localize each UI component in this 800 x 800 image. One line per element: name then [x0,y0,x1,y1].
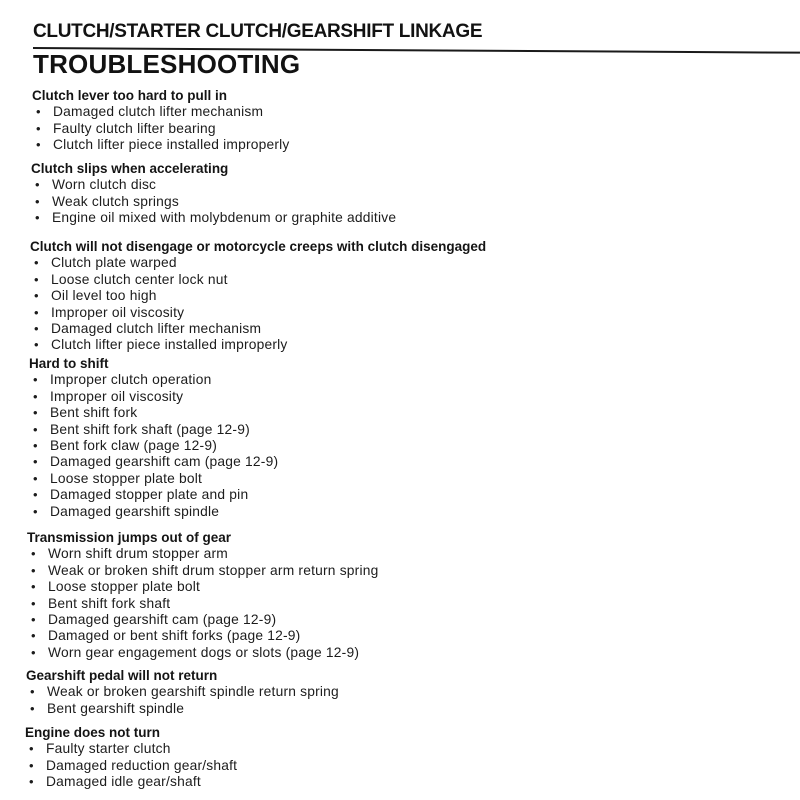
list-item [30,337,590,353]
list-item [31,177,591,193]
item-text: Faulty starter clutch [46,741,171,757]
bullet-icon: • [34,321,39,337]
item-text: Damaged clutch lifter mechanism [53,104,264,120]
item-text: Weak clutch springs [52,193,180,209]
list-item [31,210,591,226]
bullet-icon: • [33,454,38,470]
list-item [30,272,590,288]
group-heading: Engine does not turn [25,725,160,740]
troubleshooting-group [32,88,592,154]
group-heading: Gearshift pedal will not return [26,668,218,683]
bullet-icon: • [31,579,36,595]
item-text: Bent shift fork [50,405,138,421]
item-text: Bent shift fork shaft [48,595,171,611]
bullet-icon: • [34,337,39,353]
list-item [25,758,585,774]
bullet-icon: • [33,487,38,503]
bullet-icon: • [31,562,36,578]
list-item [29,405,589,421]
list-item [29,422,589,438]
bullet-icon: • [34,288,39,304]
list-item [25,741,585,757]
item-text: Damaged gearshift cam (page 12-9) [50,454,279,470]
item-text: Weak or broken gearshift spindle return spring [47,684,339,700]
list-item [30,321,590,337]
bullet-icon: • [33,388,38,404]
troubleshooting-group [30,239,590,354]
bullet-icon: • [35,193,40,209]
list-item [29,487,589,503]
item-list [26,684,586,717]
item-text: Faulty clutch lifter bearing [53,120,216,136]
bullet-icon: • [33,470,38,486]
bullet-icon: • [30,684,35,700]
item-text: Worn gear engagement dogs or slots (page 12-9) [48,644,360,660]
item-text: Weak or broken shift drum stopper arm return spring [48,562,379,578]
item-text: Clutch lifter piece installed improperly [53,137,290,153]
list-item [27,546,587,562]
list-item [27,596,587,612]
troubleshooting-group [29,356,589,520]
bullet-icon: • [31,628,36,644]
list-item [30,255,590,271]
item-text: Oil level too high [51,288,157,304]
item-text: Improper oil viscosity [51,304,185,320]
item-text: Damaged gearshift cam (page 12-9) [48,612,277,628]
item-text: Improper oil viscosity [50,388,184,404]
item-text: Bent gearshift spindle [47,700,185,716]
bullet-icon: • [31,644,36,660]
list-item [31,194,591,210]
item-list [31,177,591,226]
list-item [29,438,589,454]
list-item [27,563,587,579]
group-heading: Transmission jumps out of gear [27,530,232,545]
list-item [27,628,587,644]
bullet-icon: • [31,612,36,628]
item-text: Damaged or bent shift forks (page 12-9) [48,628,301,644]
item-text: Loose clutch center lock nut [51,271,228,287]
bullet-icon: • [36,137,41,153]
troubleshooting-group [31,161,591,227]
chapter-title: CLUTCH/STARTER CLUTCH/GEARSHIFT LINKAGE [33,21,483,42]
list-item [25,774,585,790]
item-text: Damaged clutch lifter mechanism [51,321,262,337]
item-list [25,741,585,790]
list-item [27,645,587,661]
bullet-icon: • [33,438,38,454]
item-text: Loose stopper plate bolt [50,470,203,486]
list-item [30,288,590,304]
group-heading: Clutch slips when accelerating [31,161,229,176]
bullet-icon: • [31,546,36,562]
item-list [29,372,589,520]
item-text: Improper clutch operation [50,372,212,388]
bullet-icon: • [36,104,41,120]
item-text: Clutch lifter piece installed improperly [51,337,288,353]
bullet-icon: • [33,405,38,421]
bullet-icon: • [29,774,34,790]
list-item [30,305,590,321]
list-item [29,372,589,388]
list-item [32,137,592,153]
bullet-icon: • [35,210,40,226]
item-text: Engine oil mixed with molybdenum or graphite additive [52,210,397,226]
bullet-icon: • [34,304,39,320]
item-text: Damaged idle gear/shaft [46,774,201,790]
bullet-icon: • [36,120,41,136]
list-item [32,121,592,137]
item-text: Damaged reduction gear/shaft [46,757,238,773]
list-item [29,471,589,487]
group-heading: Clutch will not disengage or motorcycle creeps with clutch disengaged [30,239,487,254]
bullet-icon: • [31,595,36,611]
section-title: TROUBLESHOOTING [33,49,301,79]
item-list [27,546,587,661]
bullet-icon: • [34,271,39,287]
troubleshooting-group [26,668,586,717]
list-item [29,504,589,520]
item-list [32,104,592,153]
group-heading: Hard to shift [29,356,109,371]
item-text: Loose stopper plate bolt [48,579,201,595]
bullet-icon: • [33,372,38,388]
group-heading: Clutch lever too hard to pull in [32,88,228,103]
item-text: Damaged stopper plate and pin [50,487,249,503]
list-item [26,684,586,700]
bullet-icon: • [29,757,34,773]
bullet-icon: • [29,741,34,757]
list-item [26,701,586,717]
list-item [29,454,589,470]
list-item [29,389,589,405]
item-text: Worn clutch disc [52,177,157,193]
bullet-icon: • [33,503,38,519]
bullet-icon: • [30,700,35,716]
item-text: Clutch plate warped [51,255,177,271]
troubleshooting-group [27,530,587,661]
bullet-icon: • [34,255,39,271]
troubleshooting-group [25,725,585,791]
list-item [27,579,587,595]
bullet-icon: • [33,421,38,437]
list-item [27,612,587,628]
item-text: Damaged gearshift spindle [50,503,220,519]
item-text: Bent shift fork shaft (page 12-9) [50,421,250,437]
list-item [32,104,592,120]
item-text: Bent fork claw (page 12-9) [50,438,218,454]
item-text: Worn shift drum stopper arm [48,546,228,562]
item-list [30,255,590,353]
bullet-icon: • [35,177,40,193]
